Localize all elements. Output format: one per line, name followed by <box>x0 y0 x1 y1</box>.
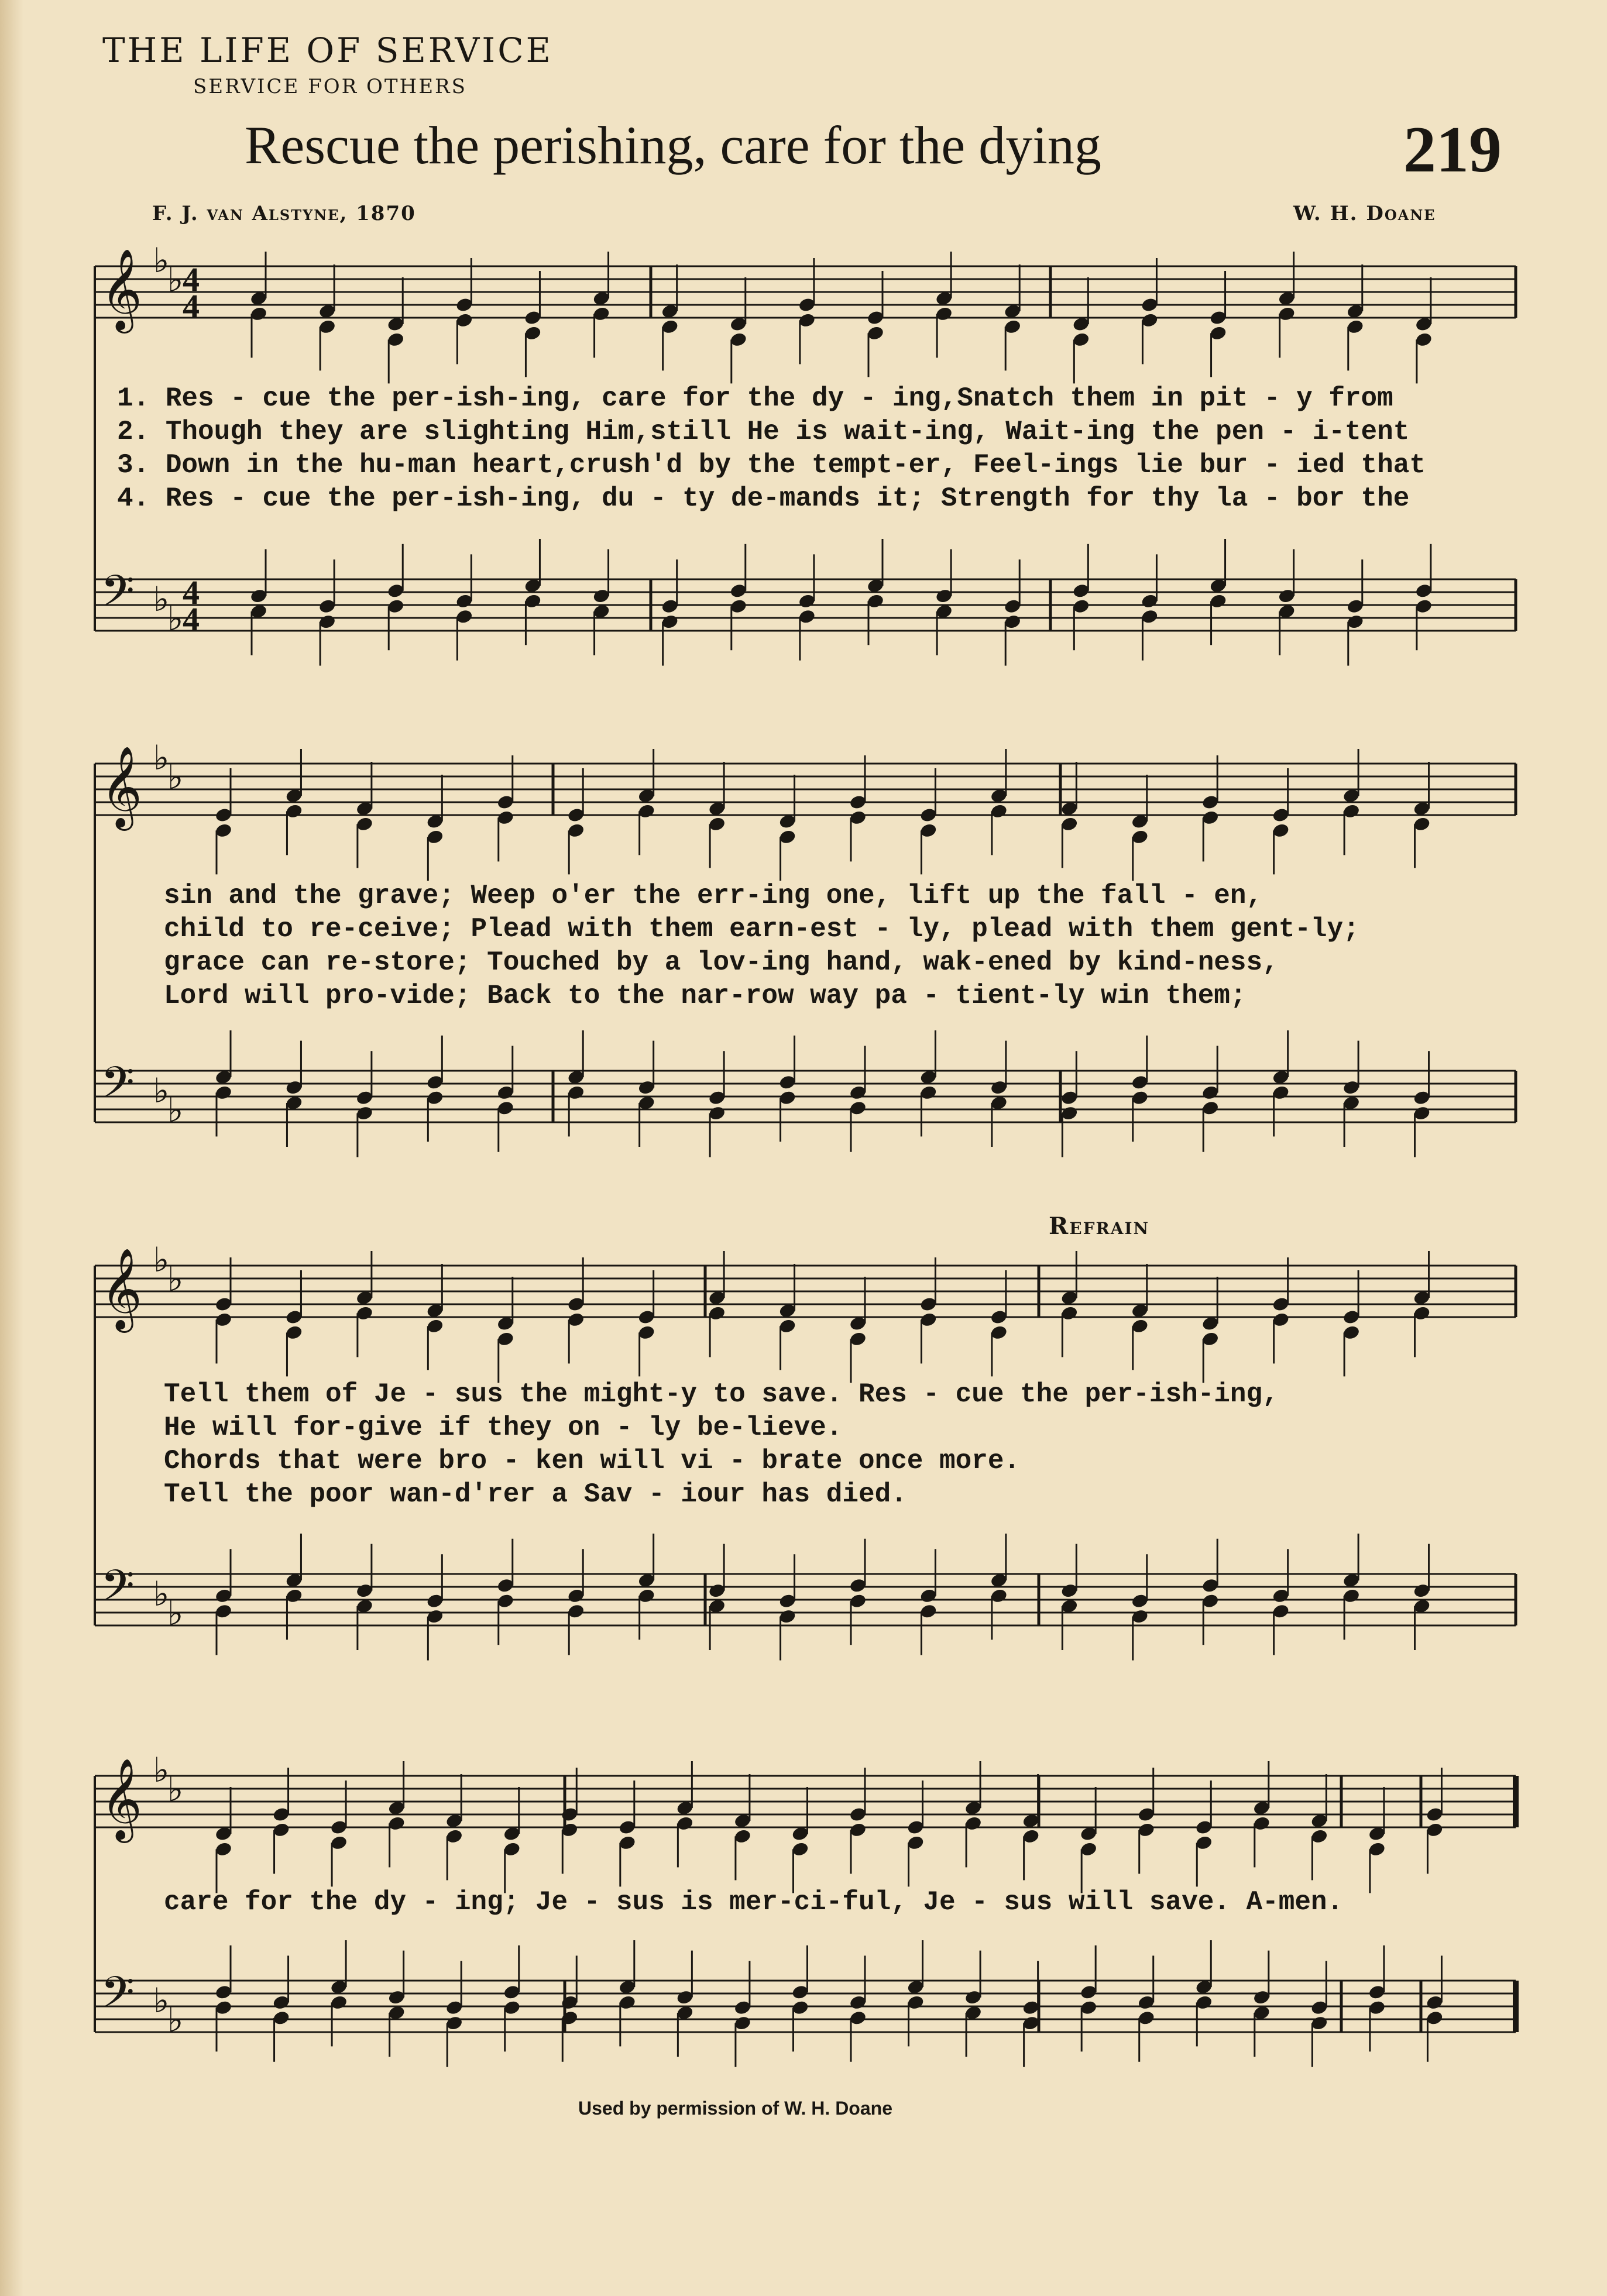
flat-icon: ♭ <box>167 1259 184 1299</box>
lyric-line: sin and the grave; Weep o'er the err-ing one, lift up the fall - en, <box>164 881 1263 911</box>
time-signature-denominator: 4 <box>183 287 200 325</box>
lyric-line: 4. Res - cue the per-ish-ing, du - ty de-mands it; Strength for thy la - bor the <box>117 483 1410 514</box>
flat-icon: ♭ <box>167 757 184 797</box>
lyric-line: child to re-ceive; Plead with them earn-est - ly, plead with them gent-ly; <box>164 914 1359 944</box>
lyric-line: 3. Down in the hu-man heart,crush'd by the tempt-er, Feel-ings lie bur - ied that <box>117 450 1426 480</box>
flat-icon: ♭ <box>167 260 184 300</box>
flat-icon: ♭ <box>153 240 170 280</box>
treble-clef-icon: 𝄞 <box>101 1248 142 1329</box>
lyric-line: Chords that were bro - ken will vi - brate once more. <box>164 1446 1021 1476</box>
lyric-line: He will for-give if they on - ly be-lieve. <box>164 1412 843 1443</box>
bass-clef-icon: 𝄢 <box>101 1057 135 1119</box>
flat-icon: ♭ <box>167 1593 184 1633</box>
flat-icon: ♭ <box>167 1090 184 1130</box>
section-heading: THE LIFE OF SERVICE <box>102 30 553 70</box>
bass-clef-icon: 𝄢 <box>101 566 135 627</box>
subsection-heading: SERVICE FOR OTHERS <box>193 75 467 98</box>
author-credit: F. J. van Alstyne, 1870 <box>152 202 416 225</box>
hymn-title: Rescue the perishing, care for the dying <box>245 115 1101 175</box>
treble-clef-icon: 𝄞 <box>101 1758 142 1840</box>
flat-icon: ♭ <box>167 2000 184 2040</box>
lyric-line: 2. Though they are slighting Him,still He is wait-ing, Wait-ing the pen - i-tent <box>117 417 1410 447</box>
permission-credit: Used by permission of W. H. Doane <box>578 2098 892 2119</box>
time-signature-numerator: 4 <box>183 573 200 611</box>
flat-icon: ♭ <box>153 738 170 778</box>
treble-clef-icon: 𝄞 <box>101 746 142 827</box>
time-signature-numerator: 4 <box>183 260 200 298</box>
refrain-label: Refrain <box>1049 1212 1150 1240</box>
composer-credit: W. H. Doane <box>1293 202 1436 225</box>
flat-icon: ♭ <box>153 1574 170 1614</box>
flat-icon: ♭ <box>167 599 184 638</box>
lyric-line: care for the dy - ing; Je - sus is mer-ci-ful, Je - sus will save. A-men. <box>164 1887 1344 1917</box>
flat-icon: ♭ <box>153 1750 170 1790</box>
lyric-line: Tell the poor wan-d'rer a Sav - iour has died. <box>164 1479 907 1510</box>
flat-icon: ♭ <box>153 579 170 619</box>
lyric-line: Tell them of Je - sus the might-y to save. Res - cue the per-ish-ing, <box>164 1379 1279 1410</box>
flat-icon: ♭ <box>153 1071 170 1111</box>
treble-clef-icon: 𝄞 <box>101 249 142 330</box>
lyric-line: 1. Res - cue the per-ish-ing, care for the dy - ing,Snatch them in pit - y from <box>117 383 1393 414</box>
time-signature-denominator: 4 <box>183 600 200 638</box>
lyric-line: Lord will pro-vide; Back to the nar-row way pa - tient-ly win them; <box>164 981 1247 1011</box>
hymn-number: 219 <box>1403 114 1502 186</box>
bass-clef-icon: 𝄢 <box>101 1967 135 2029</box>
lyric-line: grace can re-store; Touched by a lov-ing hand, wak-ened by kind-ness, <box>164 947 1279 978</box>
flat-icon: ♭ <box>167 1769 184 1809</box>
flat-icon: ♭ <box>153 1240 170 1280</box>
bass-clef-icon: 𝄢 <box>101 1561 135 1622</box>
flat-icon: ♭ <box>153 1981 170 2020</box>
